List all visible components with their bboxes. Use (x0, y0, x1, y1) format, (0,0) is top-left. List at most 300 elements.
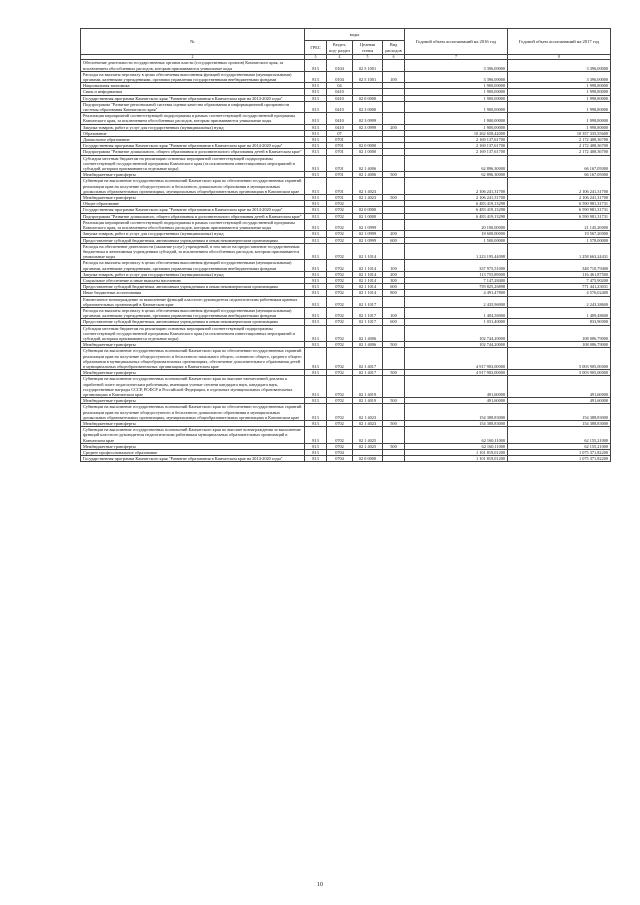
vid-cell (383, 404, 405, 421)
row-name-cell: Реализация мероприятий соответствующей подпрограммы в рамках соответствующей государственной программы Камчатского края, за исключением обособленных расходов, которым присваиваются уникальные коды (81, 219, 305, 230)
row-name-cell: Закупка товаров, работ и услуг для государственных (муниципальных) нужд (81, 271, 305, 277)
header-grbs: ГРБС (305, 41, 327, 55)
amount-2016-cell: 62 896,30000 (405, 155, 508, 172)
amount-2017-cell: 2 106 241,31700 (508, 178, 611, 195)
vid-cell (383, 219, 405, 230)
amount-2017-cell: 3 396,00000 (508, 71, 611, 82)
target-cell: 02 1 1014 (353, 277, 383, 283)
razdel-cell: 0702 (327, 307, 353, 318)
vid-cell: 500 (383, 370, 405, 376)
razdel-cell: 0702 (327, 290, 353, 296)
vid-cell (383, 376, 405, 398)
grbs-cell: 813 (305, 155, 327, 172)
vid-cell: 600 (383, 237, 405, 243)
amount-2016-cell: 154 388,83000 (405, 421, 508, 427)
target-cell: 02 1 4025 (353, 427, 383, 444)
row-name-cell: Социальное обеспечение и иные выплаты населению (81, 277, 305, 283)
row-name-cell: Межбюджетные трансферты (81, 172, 305, 178)
target-cell: 02 1 4023 (353, 421, 383, 427)
razdel-cell: 0702 (327, 342, 353, 348)
target-cell: 02 1 4006 (353, 172, 383, 178)
razdel-cell: 0702 (327, 376, 353, 398)
razdel-cell: 04 (327, 83, 353, 89)
amount-2017-cell: 6 590 981,31731 (508, 207, 611, 213)
amount-2017-cell: 5 003 905,00000 (508, 370, 611, 376)
vid-cell: 500 (383, 342, 405, 348)
amount-2016-cell: 1 404,56900 (405, 307, 508, 318)
amount-2016-cell: 2 435,96900 (405, 296, 508, 307)
row-name-cell: Субвенции на выполнение государственных полномочий Камчатского края по обеспечению государственных гарантий реализации прав на получение общедоступного и бесплатного дошкольного образования в муниципальных дошкольных образовательных организациях, муниципальных общеобразовательных организациях в Камчатском крае (81, 404, 305, 421)
grbs-cell: 813 (305, 271, 327, 277)
razdel-cell: 0702 (327, 421, 353, 427)
header-num: № (81, 29, 305, 55)
row-name-cell: Межбюджетные трансферты (81, 342, 305, 348)
amount-2016-cell: 7 147,28400 (405, 277, 508, 283)
index-cell: 2 (81, 55, 305, 60)
grbs-cell: 813 (305, 130, 327, 136)
razdel-cell: 0702 (327, 237, 353, 243)
row-name-cell: Иные бюджетные ассигнования (81, 290, 305, 296)
amount-2016-cell: 1 900,00000 (405, 95, 508, 101)
amount-2017-cell: 1 075 371,82200 (508, 456, 611, 462)
index-cell: 8 (508, 55, 611, 60)
vid-cell (383, 101, 405, 112)
row-name-cell: Государственная программа Камчатского края "Развитие образования в Камчатском крае на 2014-2020 годы" (81, 95, 305, 101)
row-name-cell: Субсидии местным бюджетам на реализацию основных мероприятий соответствующей подпрограммы соответствующей государственной программы Камчатского края (за исключением инвестиционных мероприятий и субсидий, которым присваиваются отдельные коды) (81, 325, 305, 342)
target-cell: 02 0 0000 (353, 456, 383, 462)
amount-2016-cell: 2 169 137,61700 (405, 149, 508, 155)
table-row (81, 155, 611, 172)
target-cell: 02 1 0999 (353, 231, 383, 237)
row-name-cell: Предоставление субсидий бюджетным, автономным учреждениям и иным некоммерческим организациям (81, 319, 305, 325)
grbs-cell: 813 (305, 290, 327, 296)
amount-2016-cell: 1 101 819,01200 (405, 456, 508, 462)
amount-2017-cell: 1 998,80000 (508, 89, 611, 95)
razdel-cell: 0701 (327, 195, 353, 201)
row-name-cell: Подпрограмма "Развитие региональной системы оценки качества образования и информационной прозрачности системы образования Камчатского края" (81, 101, 305, 112)
header-razdel: Раздел, под- раздел (327, 41, 353, 55)
vid-cell: 500 (383, 421, 405, 427)
vid-cell (383, 243, 405, 260)
row-name-cell: Закупка товаров, работ и услуг для государственных (муниципальных) нужд (81, 124, 305, 130)
table-row (81, 71, 611, 82)
amount-2016-cell: 4 917 903,00000 (405, 348, 508, 370)
amount-2016-cell: 20 100,00000 (405, 219, 508, 230)
grbs-cell: 813 (305, 213, 327, 219)
razdel-cell: 0702 (327, 231, 353, 237)
row-name-cell: Обеспечение деятельности государственных органов власти (государственных органов) Камчатского края, за исключением обособленных расходов, которым присваиваются уникальные коды (81, 60, 305, 71)
razdel-cell: 0702 (327, 443, 353, 449)
amount-2017-cell: 6 590 981,31731 (508, 201, 611, 207)
target-cell: 02 1 1014 (353, 271, 383, 277)
target-cell: 02 1 1014 (353, 284, 383, 290)
index-cell: 7 (405, 55, 508, 60)
grbs-cell: 813 (305, 60, 327, 71)
table-row (81, 307, 611, 318)
amount-2016-cell: 1 500,00000 (405, 237, 508, 243)
amount-2017-cell: 116 461,87500 (508, 271, 611, 277)
grbs-cell: 813 (305, 113, 327, 124)
page-number: 10 (317, 882, 323, 888)
vid-cell: 300 (383, 277, 405, 283)
amount-2016-cell: 491,60000 (405, 376, 508, 398)
row-name-cell: Подпрограмма "Развитие дошкольного, общего образования и дополнительного образования детей в Камчатском крае" (81, 213, 305, 219)
amount-2016-cell: 2 106 241,31700 (405, 195, 508, 201)
razdel-cell: 0701 (327, 137, 353, 143)
vid-cell: 200 (383, 124, 405, 130)
grbs-cell: 813 (305, 101, 327, 112)
vid-cell: 500 (383, 398, 405, 404)
header-vid: Вид расходов (383, 41, 405, 55)
grbs-cell: 813 (305, 195, 327, 201)
target-cell: 02 5 1001 (353, 71, 383, 82)
target-cell: 02 1 4017 (353, 370, 383, 376)
row-name-cell: Межбюджетные трансферты (81, 398, 305, 404)
amount-2016-cell: 1 900,00000 (405, 89, 508, 95)
razdel-cell: 0702 (327, 213, 353, 219)
vid-cell: 600 (383, 284, 405, 290)
amount-2017-cell: 3 396,00000 (508, 60, 611, 71)
header-codes: коды (305, 29, 405, 41)
table-row (81, 113, 611, 124)
amount-2017-cell: 62 155,21000 (508, 427, 611, 444)
razdel-cell: 0701 (327, 155, 353, 172)
target-cell: 02 1 0000 (353, 213, 383, 219)
table-row (81, 101, 611, 112)
amount-2017-cell: 2 172 408,36700 (508, 149, 611, 155)
target-cell: 02 0 0000 (353, 143, 383, 149)
amount-2016-cell: 4 917 903,00000 (405, 370, 508, 376)
razdel-cell: 0701 (327, 172, 353, 178)
grbs-cell: 813 (305, 83, 327, 89)
amount-2017-cell: 491,60000 (508, 398, 611, 404)
grbs-cell: 813 (305, 376, 327, 398)
grbs-cell: 813 (305, 404, 327, 421)
amount-2017-cell: 6 590 981,31731 (508, 213, 611, 219)
target-cell: 02 0 0000 (353, 207, 383, 213)
amount-2017-cell: 1 578,00000 (508, 237, 611, 243)
row-name-cell: Расходы на обеспечение деятельности (оказание услуг) учреждений, в том числе на предоставление государственным бюджетным и автономным учреждениям субсидий, за исключением обособленных расходов, которым присваиваются уникальные коды (81, 243, 305, 260)
amount-2016-cell: 4 491,47800 (405, 290, 508, 296)
grbs-cell: 813 (305, 427, 327, 444)
row-name-cell: Подпрограмма "Развитие дошкольного, общего образования и дополнительного образования детей в Камчатском крае" (81, 149, 305, 155)
row-name-cell: Государственная программа Камчатского края "Развитие образования в Камчатском крае на 2014-2020 годы" (81, 207, 305, 213)
razdel-cell: 07 (327, 130, 353, 136)
amount-2017-cell: 1 998,80000 (508, 101, 611, 112)
razdel-cell: 0701 (327, 178, 353, 195)
vid-cell (383, 155, 405, 172)
row-name-cell: Межбюджетные трансферты (81, 443, 305, 449)
grbs-cell: 813 (305, 124, 327, 130)
row-name-cell: Ежемесячное вознаграждение за выполнение функций классного руководителя педагогическим работникам краевых образовательных организаций в Камчатском крае (81, 296, 305, 307)
index-cell: 4 (327, 55, 353, 60)
grbs-cell: 813 (305, 319, 327, 325)
amount-2016-cell: 1 900,00000 (405, 113, 508, 124)
row-name-cell: Образование (81, 130, 305, 136)
index-cell: 6 (383, 55, 405, 60)
razdel-cell: 0410 (327, 113, 353, 124)
grbs-cell: 813 (305, 342, 327, 348)
vid-cell (383, 427, 405, 444)
razdel-cell: 0702 (327, 325, 353, 342)
amount-2017-cell: 154 388,83000 (508, 421, 611, 427)
amount-2016-cell: 62 896,30000 (405, 172, 508, 178)
header-2017: Годовой объем ассигнований на 2017 год (508, 29, 611, 55)
grbs-cell: 813 (305, 71, 327, 82)
row-name-cell: Связь и информатика (81, 89, 305, 95)
vid-cell: 100 (383, 307, 405, 318)
target-cell: 02 1 4006 (353, 342, 383, 348)
razdel-cell: 0410 (327, 124, 353, 130)
grbs-cell: 813 (305, 172, 327, 178)
row-name-cell: Расходы на выплаты персоналу в целях обеспечения выполнения функций государственными (муниципальными) органами, казенными учреждениями, органами управления государственными внебюджетными фондами (81, 71, 305, 82)
grbs-cell: 813 (305, 260, 327, 271)
amount-2016-cell: 6 483 419,13298 (405, 213, 508, 219)
target-cell: 02 1 1014 (353, 260, 383, 271)
amount-2017-cell: 154 388,83000 (508, 404, 611, 421)
vid-cell: 500 (383, 195, 405, 201)
grbs-cell: 813 (305, 398, 327, 404)
grbs-cell: 813 (305, 370, 327, 376)
row-name-cell: Государственная программа Камчатского края "Развитие образования в Камчатском крае на 2014-2020 годы" (81, 143, 305, 149)
amount-2016-cell: 1 101 819,01200 (405, 450, 508, 456)
target-cell: 02 1 4017 (353, 348, 383, 370)
razdel-cell: 0702 (327, 219, 353, 230)
grbs-cell: 813 (305, 450, 327, 456)
amount-2017-cell: 1 075 371,82200 (508, 450, 611, 456)
amount-2017-cell: 19 567,20000 (508, 231, 611, 237)
table-row (81, 427, 611, 444)
razdel-cell: 0410 (327, 101, 353, 112)
header-target: Целевая статья (353, 41, 383, 55)
target-cell: 02 1 4023 (353, 404, 383, 421)
razdel-cell: 0702 (327, 277, 353, 283)
budget-table (80, 28, 611, 462)
table-row (81, 260, 611, 271)
vid-cell: 200 (383, 271, 405, 277)
razdel-cell: 0702 (327, 427, 353, 444)
amount-2017-cell: 62 155,21000 (508, 443, 611, 449)
grbs-cell: 813 (305, 219, 327, 230)
grbs-cell: 813 (305, 237, 327, 243)
vid-cell (383, 113, 405, 124)
grbs-cell: 813 (305, 207, 327, 213)
row-name-cell: Межбюджетные трансферты (81, 421, 305, 427)
amount-2017-cell: 833,90000 (508, 319, 611, 325)
grbs-cell: 813 (305, 149, 327, 155)
target-cell: 02 1 4025 (353, 443, 383, 449)
vid-cell: 200 (383, 231, 405, 237)
grbs-cell: 813 (305, 307, 327, 318)
vid-cell (383, 178, 405, 195)
amount-2016-cell: 6 483 419,13298 (405, 207, 508, 213)
razdel-cell: 0704 (327, 456, 353, 462)
amount-2016-cell: 1 900,00000 (405, 101, 508, 112)
index-cell: 5 (353, 55, 383, 60)
amount-2017-cell: 1 998,80000 (508, 83, 611, 89)
budget-table-sheet (80, 28, 610, 462)
target-cell: 02 1 1017 (353, 296, 383, 307)
vid-cell: 600 (383, 319, 405, 325)
vid-cell: 500 (383, 172, 405, 178)
razdel-cell: 0702 (327, 284, 353, 290)
target-cell: 02 1 0999 (353, 237, 383, 243)
vid-cell (383, 60, 405, 71)
amount-2016-cell: 18 600,00000 (405, 231, 508, 237)
razdel-cell: 0702 (327, 201, 353, 207)
target-cell: 02 1 4006 (353, 155, 383, 172)
target-cell: 02 1 1017 (353, 307, 383, 318)
header-2016: Годовой объем ассигнований на 2016 год (405, 29, 508, 55)
target-cell: 02 1 1017 (353, 319, 383, 325)
table-row (81, 456, 611, 462)
razdel-cell: 0702 (327, 319, 353, 325)
target-cell: 02 5 1001 (353, 60, 383, 71)
row-name-cell: Субвенции на выполнение государственных полномочий Камчатского края по выплате ежемесячной доплаты к заработной плате педагогическим работникам, имеющим ученые степени кандидата наук, кандидата наук, государственные награды СССР, РСФСР и Российской Федерации, в отдельных муниципальных образовательных организациях в Камчатском крае (81, 376, 305, 398)
table-row (81, 219, 611, 230)
grbs-cell: 813 (305, 201, 327, 207)
amount-2017-cell: 10 357 335,55600 (508, 130, 611, 136)
grbs-cell: 813 (305, 348, 327, 370)
amount-2017-cell: 1 409,48600 (508, 307, 611, 318)
vid-cell (383, 325, 405, 342)
razdel-cell: 0701 (327, 143, 353, 149)
row-name-cell: Государственная программа Камчатского края "Развитие образования в Камчатском крае на 2014-2020 годы" (81, 456, 305, 462)
table-row (81, 178, 611, 195)
target-cell: 02 1 4019 (353, 398, 383, 404)
vid-cell (383, 348, 405, 370)
table-row (81, 243, 611, 260)
amount-2017-cell: 771 441,23031 (508, 284, 611, 290)
vid-cell (383, 456, 405, 462)
grbs-cell: 813 (305, 137, 327, 143)
target-cell: 02 3 0999 (353, 113, 383, 124)
amount-2016-cell: 337 975,51000 (405, 260, 508, 271)
amount-2016-cell: 2 169 137,61700 (405, 137, 508, 143)
vid-cell: 100 (383, 260, 405, 271)
table-row (81, 348, 611, 370)
row-name-cell: Дошкольное образование (81, 137, 305, 143)
grbs-cell: 813 (305, 143, 327, 149)
amount-2016-cell: 1 031,40000 (405, 319, 508, 325)
amount-2017-cell: 66 167,05000 (508, 172, 611, 178)
index-cell: 3 (305, 55, 327, 60)
table-header (81, 29, 611, 55)
grbs-cell: 813 (305, 231, 327, 237)
target-cell: 02 1 1014 (353, 243, 383, 260)
amount-2017-cell: 1 998,80000 (508, 113, 611, 124)
amount-2016-cell: 2 106 241,31700 (405, 178, 508, 195)
row-name-cell: Межбюджетные трансферты (81, 370, 305, 376)
amount-2017-cell: 1 258 663,24431 (508, 243, 611, 260)
row-name-cell: Общее образование (81, 201, 305, 207)
target-cell: 02 0 0000 (353, 95, 383, 101)
row-name-cell: Предоставление субсидий бюджетным, автономным учреждениям и иным некоммерческим организациям (81, 284, 305, 290)
amount-2017-cell: 1 998,80000 (508, 124, 611, 130)
grbs-cell: 813 (305, 325, 327, 342)
table-body (81, 55, 611, 462)
amount-2016-cell: 491,60000 (405, 398, 508, 404)
amount-2016-cell: 759 825,26898 (405, 284, 508, 290)
amount-2017-cell: 491,60000 (508, 376, 611, 398)
razdel-cell: 0702 (327, 296, 353, 307)
razdel-cell: 0702 (327, 243, 353, 260)
row-name-cell: Субсидии местным бюджетам на реализацию основных мероприятий соответствующей подпрограммы соответствующей государственной программы Камчатского края (за исключением инвестиционных мероприятий и субсидий, которым присваиваются отдельные коды) (81, 155, 305, 172)
grbs-cell: 813 (305, 296, 327, 307)
grbs-cell: 813 (305, 421, 327, 427)
grbs-cell: 813 (305, 89, 327, 95)
amount-2016-cell: 1 900,00000 (405, 83, 508, 89)
amount-2016-cell: 1 223 195,44098 (405, 243, 508, 260)
amount-2017-cell: 4 576,02400 (508, 290, 611, 296)
grbs-cell: 813 (305, 95, 327, 101)
amount-2016-cell: 154 388,83000 (405, 404, 508, 421)
razdel-cell: 0702 (327, 398, 353, 404)
row-name-cell: Предоставление субсидий бюджетным, автономным учреждениям и иным некоммерческим организациям (81, 237, 305, 243)
amount-2017-cell: 108 086,79000 (508, 325, 611, 342)
razdel-cell: 0410 (327, 95, 353, 101)
vid-cell: 500 (383, 443, 405, 449)
amount-2016-cell: 3 396,00000 (405, 60, 508, 71)
table-row (81, 404, 611, 421)
razdel-cell: 0701 (327, 149, 353, 155)
table-row (81, 296, 611, 307)
table-row (81, 376, 611, 398)
target-cell: 02 3 0000 (353, 101, 383, 112)
grbs-cell: 813 (305, 284, 327, 290)
row-name-cell: Расходы на выплаты персоналу в целях обеспечения выполнения функций государственными (муниципальными) органами, казенными учреждениями, органами управления государственными внебюджетными фондами (81, 260, 305, 271)
amount-2017-cell: 66 167,05000 (508, 155, 611, 172)
razdel-cell: 0702 (327, 404, 353, 421)
amount-2017-cell: 348 710,79400 (508, 260, 611, 271)
target-cell: 02 1 4006 (353, 325, 383, 342)
razdel-cell: 0104 (327, 71, 353, 82)
vid-cell: 800 (383, 290, 405, 296)
amount-2017-cell: 5 003 905,00000 (508, 348, 611, 370)
amount-2017-cell: 2 243,38600 (508, 296, 611, 307)
amount-2016-cell: 102 744,20000 (405, 342, 508, 348)
row-name-cell: Закупка товаров, работ и услуг для государственных (муниципальных) нужд (81, 231, 305, 237)
grbs-cell: 813 (305, 277, 327, 283)
target-cell: 02 1 4023 (353, 178, 383, 195)
amount-2017-cell: 21 145,20000 (508, 219, 611, 230)
amount-2017-cell: 2 172 408,36700 (508, 137, 611, 143)
target-cell: 02 1 0000 (353, 149, 383, 155)
razdel-cell: 0704 (327, 450, 353, 456)
amount-2017-cell: 1 998,80000 (508, 95, 611, 101)
target-cell: 02 1 1014 (353, 290, 383, 296)
amount-2016-cell: 6 483 419,13298 (405, 201, 508, 207)
table-row (81, 60, 611, 71)
grbs-cell: 813 (305, 178, 327, 195)
amount-2016-cell: 10 262 658,42000 (405, 130, 508, 136)
target-cell: 02 1 4023 (353, 195, 383, 201)
row-name-cell: Субвенции на выполнение государственных полномочий Камчатского края по выплате вознаграждения за выполнение функций классного руководителя педагогическим работникам муниципальных образовательных организаций в Камчатском крае (81, 427, 305, 444)
amount-2017-cell: 7 475,90200 (508, 277, 611, 283)
razdel-cell: 0410 (327, 89, 353, 95)
row-name-cell: Реализация мероприятий соответствующей подпрограммы в рамках соответствующей государственной программы Камчатского края, за исключением обособленных расходов, которым присваиваются уникальные коды (81, 113, 305, 124)
row-name-cell: Субвенции на выполнение государственных полномочий Камчатского края по обеспечению государственных гарантий реализации прав на получение общедоступного и бесплатного дошкольного образования в муниципальных дошкольных образовательных организациях, муниципальных общеобразовательных организациях в Камчатском крае (81, 178, 305, 195)
row-name-cell: Национальная экономика (81, 83, 305, 89)
razdel-cell: 0104 (327, 60, 353, 71)
row-name-cell: Межбюджетные трансферты (81, 195, 305, 201)
amount-2016-cell: 113 755,89000 (405, 271, 508, 277)
row-name-cell: Субвенции на выполнение государственных полномочий Камчатского края по обеспечению государственных гарантий реализации прав на получение общедоступного и бесплатного начального общего, основного общего, среднего общего образования в муниципальных общеобразовательных организациях, обеспечение дополнительного образования детей в муниципальных общеобразовательных организациях в Камчатском крае (81, 348, 305, 370)
vid-cell: 100 (383, 71, 405, 82)
razdel-cell: 0702 (327, 260, 353, 271)
amount-2016-cell: 62 160,11000 (405, 443, 508, 449)
razdel-cell: 0702 (327, 271, 353, 277)
